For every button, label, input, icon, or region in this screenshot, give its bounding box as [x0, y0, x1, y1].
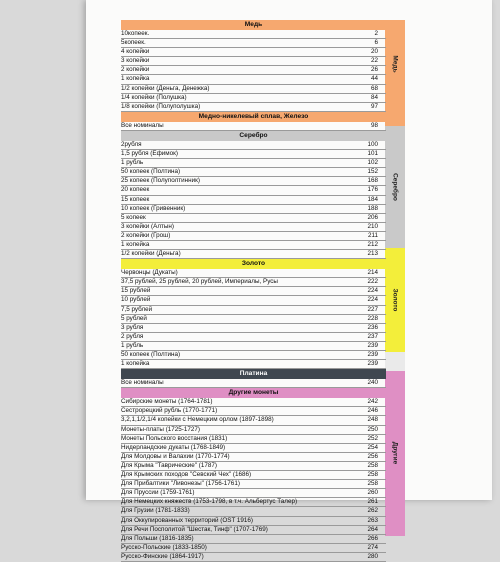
entry-page-number: 68 — [370, 84, 378, 92]
entry-page-number: 98 — [370, 121, 378, 129]
toc-entry[interactable] — [121, 205, 386, 214]
entry-page-number: 214 — [367, 269, 378, 277]
entry-title: 2 копейки — [121, 66, 150, 74]
entry-title: Сибирские монеты (1764-1781) — [121, 398, 213, 406]
entry-page-number: 239 — [367, 360, 378, 368]
entry-title: 3 рубля — [121, 323, 144, 331]
entry-title: 50 копеек (Полтина) — [121, 351, 181, 358]
toc-entry[interactable] — [121, 360, 386, 369]
section-heading: Золото — [121, 259, 386, 269]
entry-page-number: 227 — [367, 305, 378, 313]
entry-page-number: 246 — [367, 407, 378, 415]
toc-entry[interactable] — [121, 342, 386, 351]
entry-page-number: 20 — [370, 48, 378, 56]
entry-page-number: 258 — [367, 471, 378, 479]
entry-page-number: 26 — [370, 66, 378, 74]
toc-entry[interactable] — [121, 416, 386, 425]
entry-page-number: 254 — [367, 443, 378, 451]
entry-page-number: 266 — [367, 534, 378, 542]
entry-page-number: 152 — [367, 168, 378, 176]
entry-title: 37,5 рублей, 25 рублей, 20 рублей, Империалы, Русы — [121, 278, 278, 286]
toc-entry[interactable] — [121, 517, 386, 526]
toc-entry[interactable] — [121, 214, 386, 223]
entry-title: 1/8 копейки (Полуполушка) — [121, 102, 201, 110]
entry-title: Монеты Польского восстания (1831) — [121, 434, 228, 442]
entry-title: 7,5 рублей — [121, 305, 153, 313]
entry-page-number: 228 — [367, 314, 378, 322]
entry-title: Все номиналы — [121, 379, 164, 387]
toc-entry[interactable] — [121, 223, 386, 232]
toc-entry[interactable] — [121, 526, 386, 535]
toc-entry[interactable] — [121, 287, 386, 296]
section-heading: Серебро — [121, 131, 386, 141]
entry-title: Монеты-платы (1725-1727) — [121, 425, 201, 433]
entry-page-number: 239 — [367, 341, 378, 349]
entry-title: 15 рублей — [121, 287, 151, 295]
entry-title: Для Грузии (1781-1833) — [121, 507, 190, 515]
entry-page-number: 250 — [367, 425, 378, 433]
toc-entry[interactable] — [121, 232, 386, 241]
toc-entry[interactable] — [121, 553, 386, 562]
toc-entry[interactable] — [121, 535, 386, 544]
entry-title: 2 рубля — [121, 332, 144, 340]
toc-entry[interactable] — [121, 426, 386, 435]
entry-title: Для Речи Посполитой "Шестак, Тинф" (1707-1769) — [121, 525, 268, 533]
entry-page-number: 84 — [370, 93, 378, 101]
entry-title: 3 копейки (Алтын) — [121, 222, 174, 230]
toc-entry[interactable] — [121, 159, 386, 168]
side-tab — [385, 126, 405, 248]
toc-entry[interactable] — [121, 103, 386, 112]
section-heading: Медно-никелевый сплав, Железо — [121, 112, 386, 122]
entry-title: 2 копейки (Грош) — [121, 231, 171, 239]
entry-page-number: 262 — [367, 507, 378, 515]
entry-page-number: 44 — [370, 75, 378, 83]
entry-page-number: 22 — [370, 57, 378, 65]
toc-entry[interactable] — [121, 122, 386, 131]
entry-title: Для Немецких княжеств (1753-1798, в т.ч. Альбертус Талер) — [121, 498, 298, 506]
entry-title: 15 копеек — [121, 195, 150, 203]
entry-title: Русско-Польские (1833-1850) — [121, 543, 207, 551]
entry-page-number: 101 — [367, 150, 378, 158]
toc-entry[interactable] — [121, 269, 386, 278]
entry-title: Для Польши (1816-1835) — [121, 534, 194, 542]
entry-title: 1/4 копейки (Полушка) — [121, 93, 187, 101]
side-tab — [385, 20, 405, 107]
toc-entry[interactable] — [121, 150, 386, 159]
entry-page-number: 168 — [367, 177, 378, 185]
entry-title: 10 рублей — [121, 296, 151, 304]
toc-entry[interactable] — [121, 544, 386, 553]
entry-page-number: 2 — [374, 30, 378, 37]
toc-entry[interactable] — [121, 480, 386, 489]
entry-page-number: 261 — [367, 498, 378, 506]
entry-title: Русско-Финские (1864-1917) — [121, 552, 204, 560]
entry-page-number: 224 — [367, 296, 378, 304]
entry-page-number: 256 — [367, 452, 378, 460]
entry-title: 1 рубль — [121, 159, 144, 167]
toc-entry[interactable] — [121, 333, 386, 342]
entry-page-number: 258 — [367, 480, 378, 488]
entry-title: Сестрорецкий рубль (1770-1771) — [121, 407, 218, 415]
entry-title: Для Крыма "Таврические" (1787) — [121, 461, 217, 469]
toc-entry[interactable] — [121, 57, 386, 66]
toc-entry[interactable] — [121, 453, 386, 462]
toc-entry[interactable] — [121, 30, 386, 39]
toc-entry[interactable] — [121, 241, 386, 250]
toc-entry[interactable] — [121, 471, 386, 480]
entry-title: Нидерландские дукаты (1768-1849) — [121, 443, 226, 451]
entry-page-number: 176 — [367, 186, 378, 194]
entry-page-number: 258 — [367, 461, 378, 469]
side-tab-label: Серебро — [391, 173, 399, 201]
toc-entry[interactable] — [121, 250, 386, 259]
entry-title: 10 копеек (Гривенник) — [121, 204, 186, 212]
side-tab-label: Другие — [391, 442, 399, 465]
toc-entry[interactable] — [121, 379, 386, 388]
entry-title: 1 рубль — [121, 341, 144, 349]
entry-title: 5 копеек — [121, 213, 146, 221]
entry-page-number: 188 — [367, 204, 378, 212]
toc-entry[interactable] — [121, 306, 386, 315]
toc-entry[interactable] — [121, 462, 386, 471]
toc-entry[interactable] — [121, 85, 386, 94]
toc-entry[interactable] — [121, 66, 386, 75]
toc-entry[interactable] — [121, 398, 386, 407]
side-tab — [385, 248, 405, 353]
entry-page-number: 248 — [367, 416, 378, 424]
entry-title: 1/2 копейки (Деньга, Денежка) — [121, 84, 210, 92]
entry-page-number: 212 — [367, 240, 378, 248]
toc-entry[interactable] — [121, 141, 386, 150]
entry-title: 50 копеек (Полтина) — [121, 168, 181, 176]
toc-entry[interactable] — [121, 407, 386, 416]
section-heading: Платина — [121, 369, 386, 379]
toc-entry[interactable] — [121, 75, 386, 84]
entry-page-number: 237 — [367, 332, 378, 340]
entry-page-number: 210 — [367, 222, 378, 230]
toc-entry[interactable] — [121, 186, 386, 195]
toc-entry[interactable] — [121, 324, 386, 333]
table-of-contents — [121, 20, 386, 562]
entry-title: 5копеек. — [121, 39, 146, 47]
entry-title: 2рубля — [121, 140, 142, 148]
entry-page-number: 100 — [367, 140, 378, 148]
entry-title: 3 копейки — [121, 57, 150, 65]
toc-entry[interactable] — [121, 278, 386, 287]
entry-title: 4 копейки — [121, 48, 150, 56]
section-heading: Другие монеты — [121, 388, 386, 398]
entry-title: Все номиналы — [121, 121, 164, 129]
toc-entry[interactable] — [121, 444, 386, 453]
toc-entry[interactable] — [121, 315, 386, 324]
side-tab — [385, 107, 405, 126]
toc-entry[interactable] — [121, 39, 386, 48]
entry-title: 1,5 рубля (Ефимок) — [121, 150, 178, 158]
entry-title: Червонцы (Дукаты) — [121, 269, 178, 277]
entry-title: Для Оккупированных территорий (OST 1916) — [121, 516, 254, 524]
entry-title: Для Прибалтики "Ливонезы" (1756-1761) — [121, 480, 240, 488]
entry-page-number: 242 — [367, 398, 378, 406]
entry-page-number: 252 — [367, 434, 378, 442]
toc-entry[interactable] — [121, 168, 386, 177]
entry-title: 1 копейка — [121, 240, 150, 248]
entry-page-number: 184 — [367, 195, 378, 203]
toc-entry[interactable] — [121, 435, 386, 444]
side-tab — [385, 371, 405, 536]
entry-page-number: 211 — [367, 231, 378, 239]
entry-title: Для Молдовы и Валахии (1770-1774) — [121, 452, 230, 460]
entry-page-number: 224 — [367, 287, 378, 295]
entry-title: Для Крымских походов "Севский Чех" (1686) — [121, 471, 252, 479]
toc-entry[interactable] — [121, 94, 386, 103]
entry-page-number: 102 — [367, 159, 378, 167]
entry-title: 3,2,1,1/2,1/4 копейки с Немецким орлом (1897-1898) — [121, 416, 274, 424]
toc-entry[interactable] — [121, 489, 386, 498]
entry-page-number: 240 — [367, 379, 378, 387]
side-tab — [385, 352, 405, 371]
entry-page-number: 213 — [367, 250, 378, 258]
entry-page-number: 222 — [367, 278, 378, 286]
toc-entry[interactable] — [121, 507, 386, 516]
entry-page-number: 6 — [374, 39, 378, 47]
entry-title: 1 копейка — [121, 360, 150, 368]
entry-title: 20 копеек — [121, 186, 150, 194]
section-heading: Медь — [121, 20, 386, 30]
toc-entry[interactable] — [121, 177, 386, 186]
toc-entry[interactable] — [121, 296, 386, 305]
entry-title: 25 копеек (Полуполтинник) — [121, 177, 200, 185]
entry-page-number: 264 — [367, 525, 378, 533]
entry-page-number: 274 — [367, 543, 378, 551]
entry-title: 10копеек. — [121, 30, 150, 37]
entry-title: Для Пруссии (1759-1761) — [121, 489, 195, 497]
entry-page-number: 236 — [367, 323, 378, 331]
side-tab-label: Золото — [391, 288, 399, 312]
entry-page-number: 97 — [370, 102, 378, 110]
entry-title: 1 копейка — [121, 75, 150, 83]
entry-page-number: 239 — [367, 351, 378, 358]
entry-title: 1/2 копейки (Деньга) — [121, 250, 181, 258]
toc-entry[interactable] — [121, 196, 386, 205]
entry-page-number: 263 — [367, 516, 378, 524]
entry-page-number: 280 — [367, 552, 378, 560]
toc-entry[interactable] — [121, 351, 386, 360]
entry-page-number: 206 — [367, 213, 378, 221]
entry-title: 5 рублей — [121, 314, 147, 322]
side-tab-label: Медь — [391, 55, 399, 73]
entry-page-number: 260 — [367, 489, 378, 497]
toc-entry[interactable] — [121, 48, 386, 57]
